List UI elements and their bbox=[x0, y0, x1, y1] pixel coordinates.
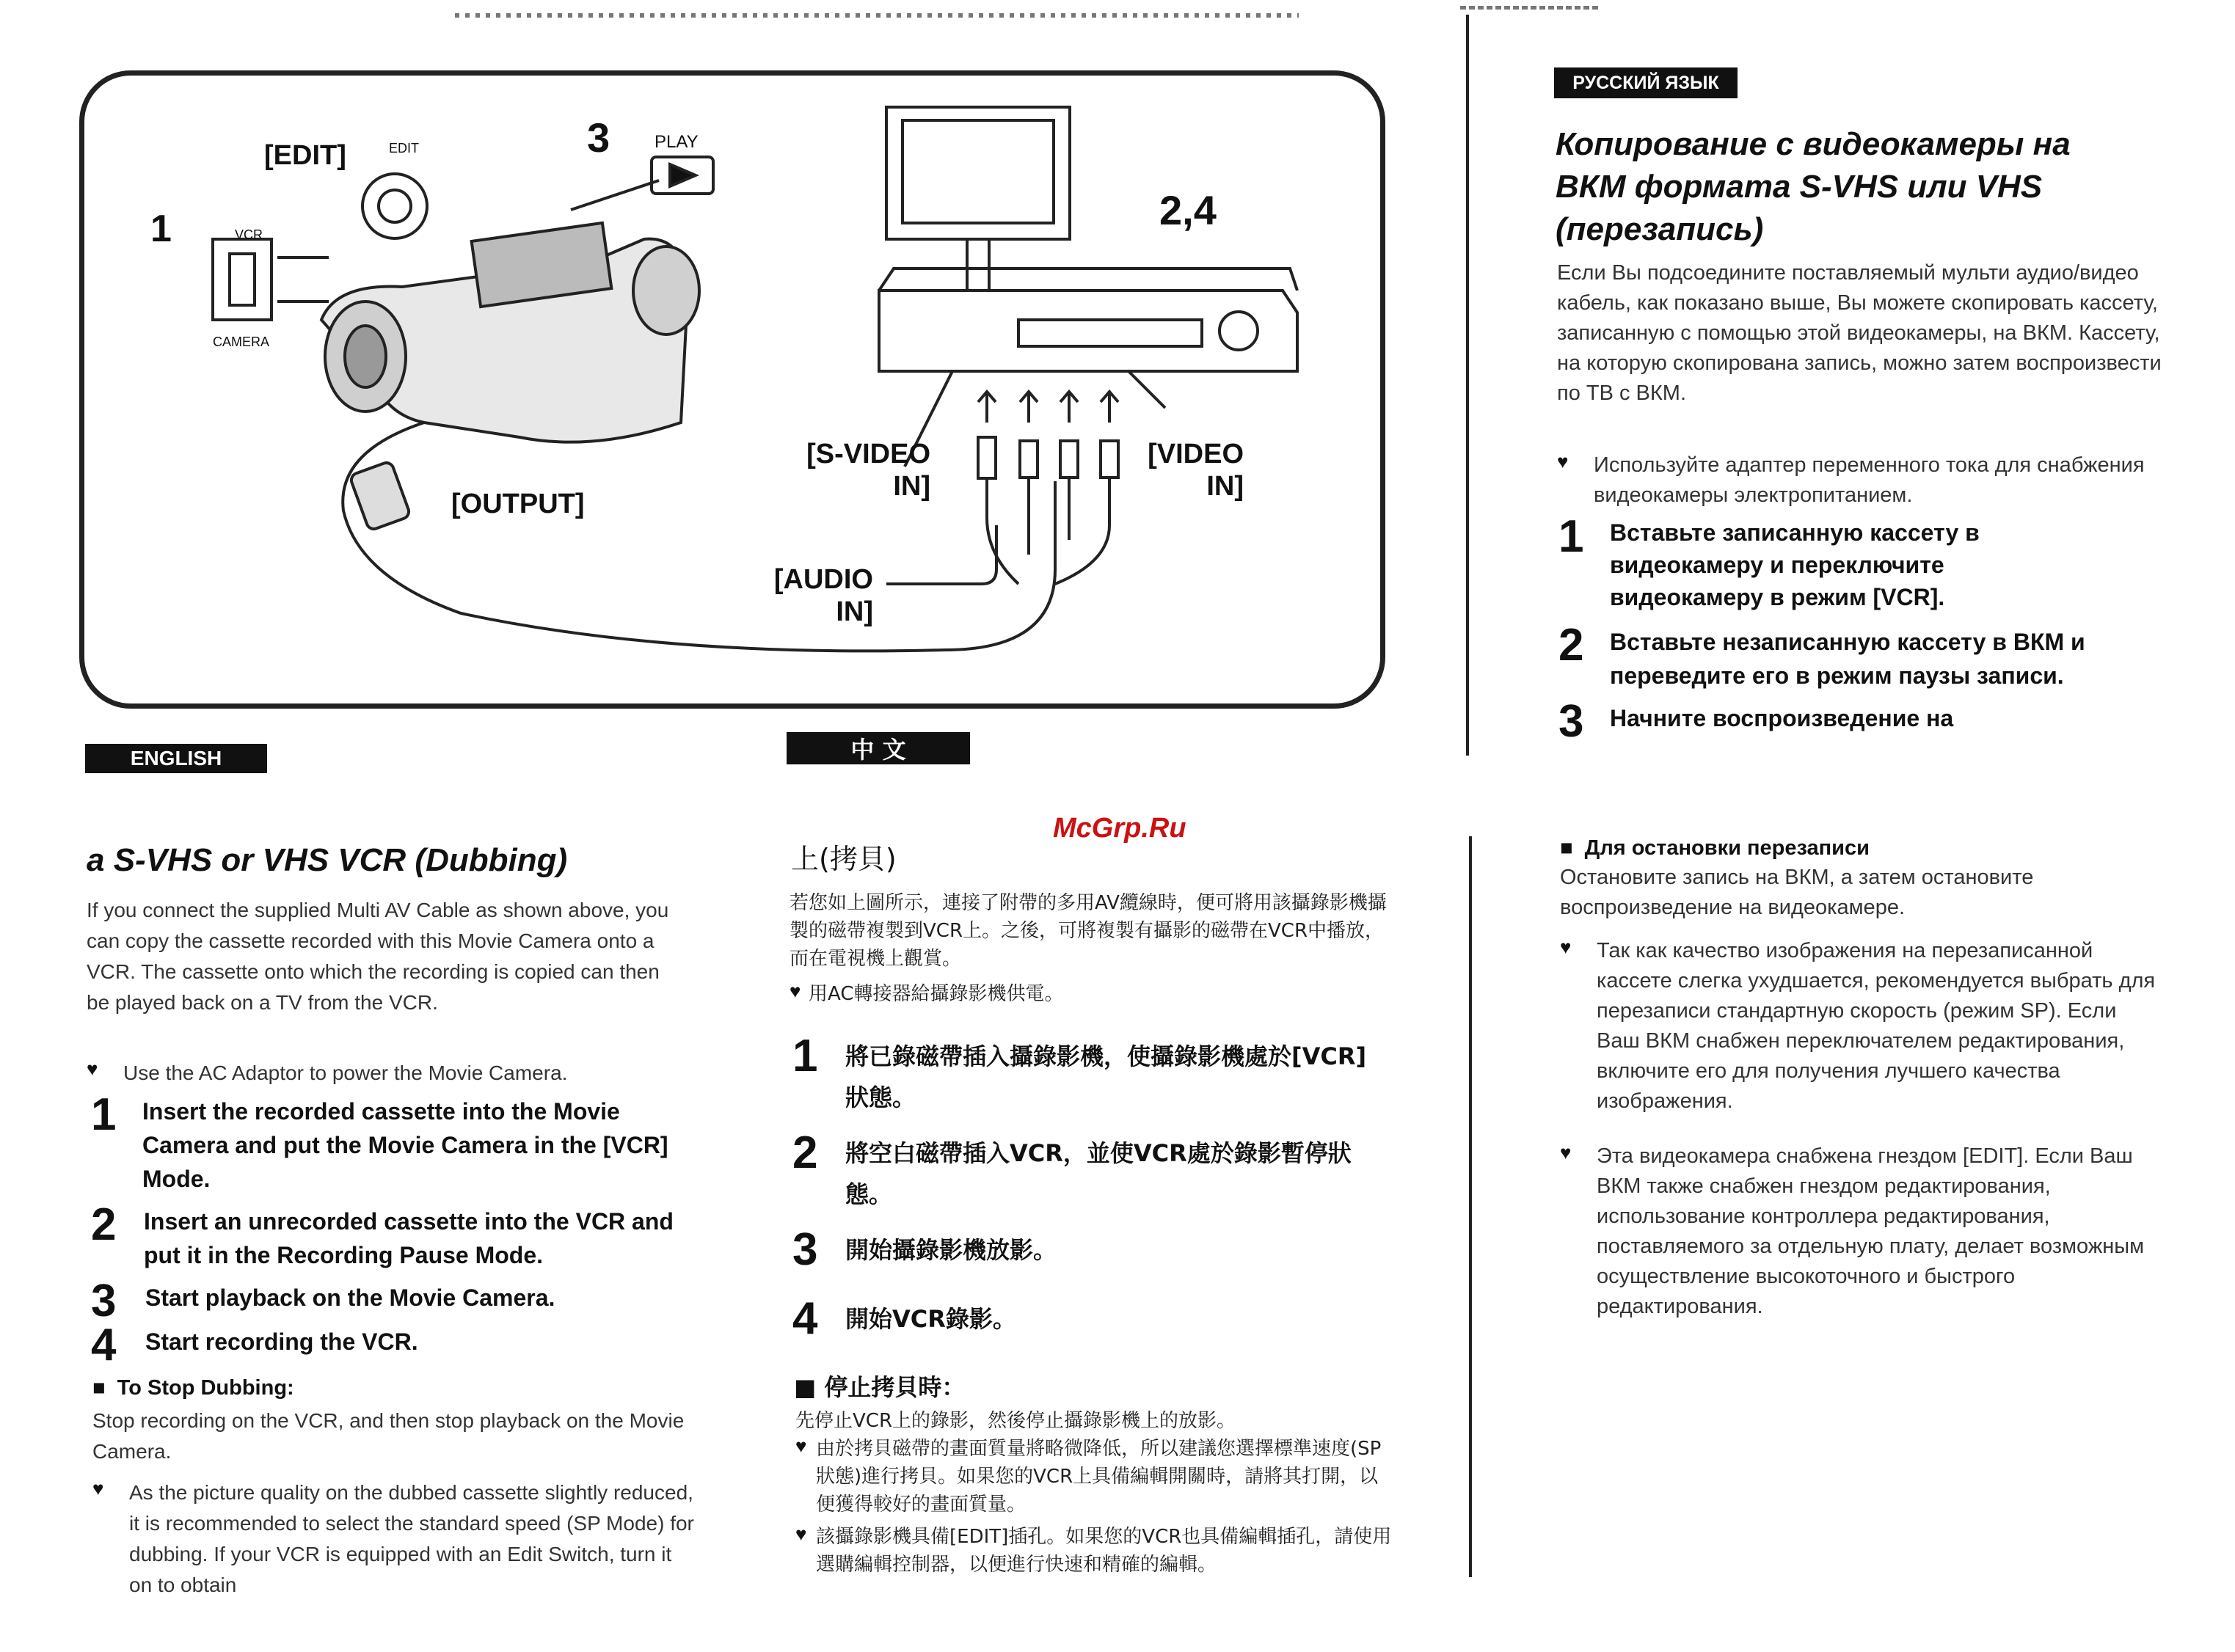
step-text: 將空白磁帶插入VCR，並使VCR處於錄影暫停狀態。 bbox=[845, 1139, 1352, 1208]
chinese-step-1 bbox=[792, 1031, 1401, 1118]
russian-bullet-1-text: Так как качество изображения на перезаписанной кассете слегка ухудшается, рекомендуется выбрать для перезаписи стандартную скорость (режим SP). Если Ваш ВКМ снабжен переключателем редактирования, включите его для получения лучшего качества изображения. bbox=[1597, 939, 2156, 1113]
english-stop-heading bbox=[92, 1376, 294, 1400]
step-text: Start playback on the Movie Camera. bbox=[145, 1284, 555, 1311]
diagram-output-label: [OUTPUT] bbox=[451, 489, 585, 519]
english-note-text: Use the AC Adaptor to power the Movie Camera. bbox=[123, 1061, 568, 1084]
english-bullet-2-text: As the picture quality on the dubbed cassette slightly reduced, it is recommended to select the standard speed (SP Mode) for dubbing. If your VCR is equipped with an Edit Switch, turn it on to obtain bbox=[129, 1481, 694, 1596]
step-number: 3 bbox=[792, 1224, 818, 1275]
page-divider-lower bbox=[1469, 836, 1472, 1577]
step-number: 1 bbox=[91, 1089, 117, 1140]
russian-bullet-1 bbox=[1560, 936, 2162, 1116]
step-number: 3 bbox=[91, 1276, 117, 1326]
step-text: Insert an unrecorded cassette into the VCR and put it in the Recording Pause Mode. bbox=[144, 1208, 674, 1268]
step-number: 4 bbox=[91, 1320, 117, 1370]
english-step-1 bbox=[91, 1089, 700, 1196]
chinese-stop-heading bbox=[794, 1369, 965, 1403]
step-text: Начните воспроизведение на bbox=[1610, 705, 1954, 731]
step-text: 將已錄磁帶插入攝錄影機，使攝錄影機處於[VCR]狀態。 bbox=[845, 1042, 1367, 1111]
step-number: 1 bbox=[1558, 511, 1584, 562]
step-text: 開始攝錄影機放影。 bbox=[845, 1236, 1057, 1264]
step-number: 2 bbox=[91, 1199, 117, 1250]
page-divider-upper bbox=[1466, 15, 1469, 756]
diagram-step-2-4: 2,4 bbox=[1159, 187, 1217, 233]
english-step-4 bbox=[91, 1320, 700, 1370]
english-note bbox=[87, 1058, 688, 1089]
chinese-bullet-2-text: 該攝錄影機具備[EDIT]插孔。如果您的VCR也具備編輯插孔，請使用選購編輯控制器，以便進行快速和精確的編輯。 bbox=[816, 1526, 1392, 1576]
av-plugs bbox=[978, 437, 1118, 584]
diagram-video-in-label: [VIDEO IN] bbox=[1148, 439, 1244, 502]
camcorder-lens bbox=[633, 246, 699, 335]
russian-bullet-2 bbox=[1560, 1141, 2162, 1322]
square-bullet-icon: ■ bbox=[1560, 836, 1573, 860]
step-text: 開始VCR錄影。 bbox=[845, 1305, 1016, 1333]
watermark: McGrp.Ru bbox=[1053, 813, 1186, 844]
chinese-bullet-1-text: 由於拷貝磁帶的畫面質量將略微降低，所以建議您選擇標準速度(SP狀態)進行拷貝。如果您的VCR上具備編輯開關時，請將其打開，以便獲得較好的畫面質量。 bbox=[816, 1438, 1382, 1516]
input-arrows bbox=[978, 392, 1118, 423]
heart-bullet-icon: ♥ bbox=[1557, 450, 1569, 472]
chinese-stop-title: 停止拷貝時： bbox=[824, 1373, 966, 1401]
diagram-edit-small-label: EDIT bbox=[389, 141, 420, 156]
chinese-intro: 若您如上圖所示，連接了附帶的多用AV纜線時，便可將用該攝錄影機攝製的磁帶複製到VCR上。之後，可將複製有攝影的磁帶在VCR中播放，而在電視機上觀賞。 bbox=[790, 892, 1387, 970]
russian-note bbox=[1557, 450, 2173, 511]
heart-bullet-icon: ♥ bbox=[92, 1477, 104, 1499]
step-number: 1 bbox=[792, 1031, 818, 1081]
diagram-step-3: 3 bbox=[587, 114, 610, 161]
scan-noise-top-right bbox=[1460, 6, 1600, 10]
russian-title: Копирование с видеокамеры на ВКМ формата S-VHS или VHS (перезапись) bbox=[1556, 126, 2071, 247]
step-number: 2 bbox=[1558, 620, 1584, 670]
step-number: 3 bbox=[1558, 701, 1584, 747]
english-bullet-2 bbox=[92, 1477, 694, 1598]
english-stop-text: Stop recording on the VCR, and then stop playback on the Movie Camera. bbox=[92, 1409, 685, 1463]
russian-step-3 bbox=[1558, 701, 2190, 756]
english-step-2 bbox=[91, 1199, 700, 1272]
chinese-stop-text: 先停止VCR上的錄影，然後停止攝錄影機上的放影。 bbox=[795, 1410, 1236, 1432]
russian-note-text: Используйте адаптер переменного тока для снабжения видеокамеры электропитанием. bbox=[1594, 453, 2145, 507]
russian-intro: Если Вы подсоедините поставляемый мульти аудио/видео кабель, как показано выше, Вы можете скопировать кассету, записанную с помощью этой видеокамеры, на ВКМ. Кассету, на которую скопирована запись, можно затем воспроизвести по ТВ с ВКМ. bbox=[1557, 261, 2162, 405]
av-cable bbox=[343, 423, 1055, 651]
heart-bullet-icon: ♥ bbox=[1560, 1141, 1572, 1163]
scan-noise-top bbox=[455, 13, 1299, 18]
english-title: a S-VHS or VHS VCR (Dubbing) bbox=[87, 842, 568, 878]
language-tag-chinese: 中 文 bbox=[787, 732, 970, 764]
chinese-step-4 bbox=[792, 1293, 1401, 1344]
chinese-step-3 bbox=[792, 1224, 1401, 1275]
chinese-title: 上(拷貝) bbox=[791, 843, 897, 875]
chinese-bullet-1 bbox=[795, 1435, 1397, 1518]
russian-stop-text: Остановите запись на ВКМ, а затем остановите воспроизведение на видеокамере. bbox=[1560, 866, 2034, 919]
step-text: Start recording the VCR. bbox=[145, 1328, 418, 1355]
chinese-note bbox=[790, 980, 1391, 1008]
step-number: 4 bbox=[792, 1293, 818, 1344]
diagram-camera-label: CAMERA bbox=[213, 335, 270, 349]
heart-bullet-icon: ♥ bbox=[790, 980, 801, 1002]
russian-bullet-2-text: Эта видеокамера снабжена гнездом [EDIT]. Если Ваш ВКМ также снабжен гнездом редактирования, использование контроллера редактирования, поставляемого за отдельную плату, делает возможным осуществление высокоточного и быстрого редактирования. bbox=[1597, 1144, 2145, 1318]
heart-bullet-icon: ♥ bbox=[795, 1435, 807, 1457]
language-tag-english: ENGLISH bbox=[85, 744, 267, 773]
chinese-step-2 bbox=[792, 1127, 1401, 1215]
diagram-audio-in-label: [AUDIO IN] bbox=[773, 564, 873, 627]
diagram-svideo-in-label: [S-VIDEO IN] bbox=[806, 439, 930, 502]
english-stop-title: To Stop Dubbing: bbox=[117, 1376, 294, 1400]
square-bullet-icon: ■ bbox=[92, 1376, 106, 1400]
english-step-3 bbox=[91, 1276, 700, 1326]
russian-step-2 bbox=[1558, 620, 2190, 692]
heart-bullet-icon: ♥ bbox=[795, 1523, 807, 1545]
diagram-play-label: PLAY bbox=[655, 132, 699, 152]
language-tag-russian: РУССКИЙ ЯЗЫК bbox=[1554, 67, 1738, 98]
heart-bullet-icon: ♥ bbox=[87, 1058, 98, 1080]
step-text: Вставьте незаписанную кассету в ВКМ и переведите его в режим паузы записи. bbox=[1610, 629, 2085, 689]
square-bullet-icon: ■ bbox=[794, 1373, 817, 1401]
chinese-bullet-2 bbox=[795, 1523, 1397, 1579]
step-text: Insert the recorded cassette into the Movie Camera and put the Movie Camera in the [VCR] Mode. bbox=[142, 1098, 668, 1192]
russian-stop-heading bbox=[1560, 836, 1870, 860]
russian-stop-title: Для остановки перезаписи bbox=[1584, 836, 1870, 860]
diagram-step-1: 1 bbox=[150, 208, 172, 250]
heart-bullet-icon: ♥ bbox=[1560, 936, 1572, 958]
diagram-edit-label: [EDIT] bbox=[264, 140, 346, 171]
english-intro: If you connect the supplied Multi AV Cable as shown above, you can copy the cassette recorded with this Movie Camera onto a VCR. The cassette onto which the recording is copied can then be played back on a TV from the VCR. bbox=[87, 899, 669, 1014]
step-number: 2 bbox=[792, 1127, 818, 1178]
diagram-vcr-label: VCR bbox=[235, 227, 263, 242]
step-text: Вставьте записанную кассету в видеокамеру и переключите видеокамеру в режим [VCR]. bbox=[1610, 519, 1980, 610]
russian-step-1 bbox=[1558, 511, 2190, 613]
chinese-note-text: 用AC轉接器給攝錄影機供電。 bbox=[809, 983, 1064, 1005]
